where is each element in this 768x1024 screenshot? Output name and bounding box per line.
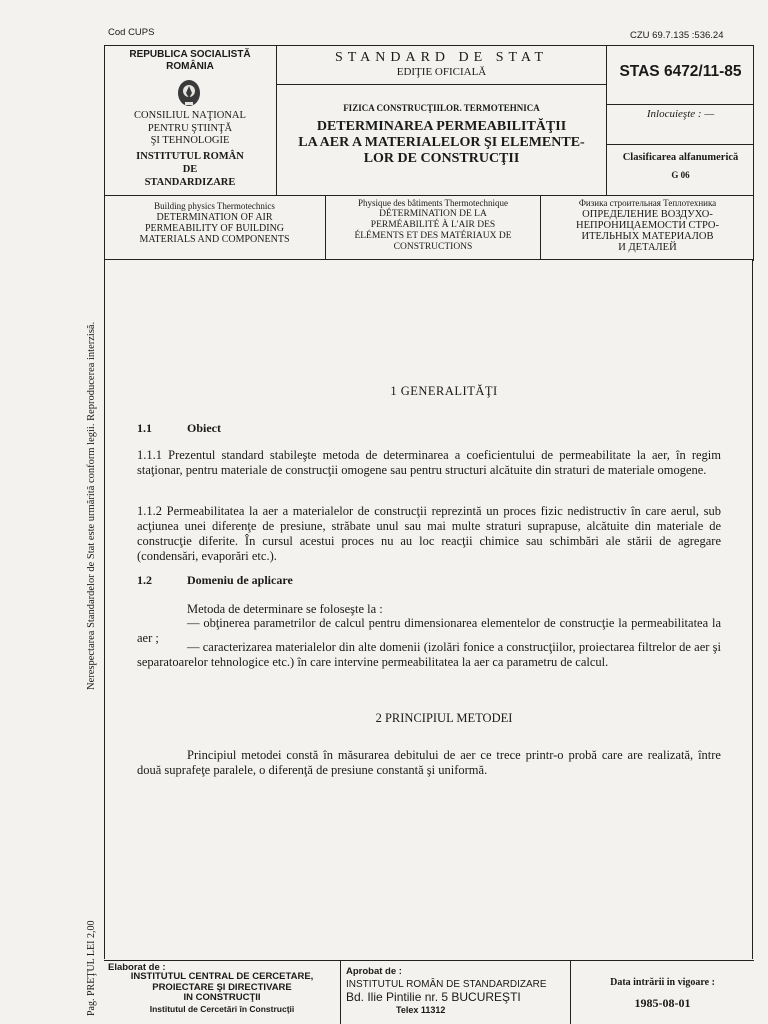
institute-name: INSTITUTUL ROMÂN DE STANDARDIZARE (136, 151, 244, 188)
czu-code: CZU 69.7.135 :536.24 (630, 30, 724, 41)
title-french: Physique des bâtiments Thermotechnique DÉTERMINATION DE LA PERMÉABILITÉ À L'AIR DES ÉLÉMENTS ET DES MATÉRIAUX DE CONSTRUCTIONS (354, 198, 512, 252)
body-left-border (104, 259, 105, 959)
stas-number: STAS 6472/11-85 (619, 63, 742, 80)
doc-code: Cod CUPS (108, 27, 155, 38)
title-english: Building physics Thermotechnics DETERMINATION OF AIR PERMEABILITY OF BUILDING MATERIALS AND COMPONENTS (139, 201, 290, 245)
aprobat-institution: INSTITUTUL ROMÂN DE STANDARDIZARE Bd. Ilie Pintilie nr. 5 BUCUREŞTI Telex 11312 (346, 979, 547, 1015)
paragraph-1-1-1: 1.1.1 Prezentul standard stabileşte metoda de determinarea a coeficientului de permeabilitate la aer, în regim staţionar, pentru materiale de construcţii omogene sau pentru structuri alcătuite din straturi de materiale omogene. (137, 448, 721, 477)
application-item-a: — obţinerea parametrilor de calcul pentru dimensionarea elementelor de construcţie la permeabilitatea la aer ; (137, 616, 721, 645)
paragraph-1-1-2: 1.1.2 Permeabilitatea la aer a materialelor de construcţii reprezintă un proces fizic nedistructiv în care aerul, sub acţiunea unei diferenţe de presiune, străbate unul sau mai multe straturi suprapuse, alcătuite din materiale de construcţie diferite. În cursul acestui proces nu au loc reacţii chimice sau schimbări ale stării de agregare (condensări, evaporări etc.). (137, 504, 721, 563)
footer-divider-2 (570, 960, 571, 1024)
section-2-heading: 2 PRINCIPIUL METODEI (375, 711, 513, 725)
coat-of-arms-emblem (176, 78, 202, 108)
title-separator (277, 84, 606, 85)
section-1-1-number: 1.1 (137, 421, 152, 435)
paragraph-2: Principiul metodei constă în măsurarea debitului de aer ce trece printr-o probă care are realizată, între două suprafeţe paralele, o diferenţă de presiune constantă şi uniformă. (137, 748, 721, 777)
effective-date-value: 1985-08-01 (634, 996, 691, 1010)
application-intro: Metoda de determinare se foloseşte la : (187, 602, 383, 616)
header-bottom-line (104, 259, 754, 260)
category: FIZICA CONSTRUCŢIILOR. TERMOTEHNICA (343, 103, 540, 113)
classification-value: G 06 (671, 170, 690, 180)
classification-label: Clasificarea alfanumerică (622, 152, 739, 163)
stas-divider (606, 104, 754, 105)
elaborat-label: Elaborat de : (108, 962, 166, 973)
body-right-border (752, 259, 753, 959)
replaces: Inlocuieşte : — (646, 108, 715, 120)
country-name: REPUBLICA SOCIALISTĂ ROMÂNIA (129, 49, 251, 72)
standard-title: STANDARD DE STAT (334, 50, 549, 65)
council-name: CONSILIUL NAŢIONAL PENTRU ŞTIINŢĂ ŞI TEHNOLOGIE (134, 110, 246, 146)
aprobat-label: Aprobat de : (346, 966, 402, 977)
document-title: DETERMINAREA PERMEABILITĂŢII LA AER A MATERIALELOR ŞI ELEMENTE- LOR DE CONSTRUCŢII (298, 119, 585, 166)
price-note: Pag. PREŢUL LEI 2,00 (86, 920, 97, 1016)
header-divider (104, 195, 754, 196)
replaces-divider (606, 144, 754, 145)
edition-label: EDIŢIE OFICIALĂ (396, 66, 487, 78)
effective-date-label: Data intrării in vigoare : (610, 977, 715, 988)
section-1-2-number: 1.2 (137, 573, 152, 587)
footer-top-line (104, 960, 754, 961)
section-1-2-title: Domeniu de aplicare (187, 573, 293, 587)
application-item-b: — caracterizarea materialelor din alte domenii (izolări fonice a construcţiilor, proiectarea filtrelor de aer şi separatoarelor tehnologice etc.) în care intervine permeabilitatea la aer ca parametru de calcul. (137, 640, 721, 669)
title-russian: Физика строительная Теплотехника ОПРЕДЕЛЕНИЕ ВОЗДУХО- НЕПРОНИЦАЕМОСТИ СТРО- ИТЕЛЬНЫХ МАТЕРИАЛОВ И ДЕТАЛЕЙ (575, 198, 719, 253)
section-1-heading: 1 GENERALITĂŢI (390, 384, 498, 398)
section-1-1-title: Obiect (187, 421, 221, 435)
elaborat-institution: INSTITUTUL CENTRAL DE CERCETARE, PROIECTARE ŞI DIRECTIVARE IN CONSTRUCŢII Institutul de Cercetări în Construcţii (130, 971, 314, 1014)
legal-notice: Nerespectarea Standardelor de Stat este urmărită conform legii. Reproducerea interzisă. (86, 321, 97, 690)
footer-divider-1 (340, 960, 341, 1024)
